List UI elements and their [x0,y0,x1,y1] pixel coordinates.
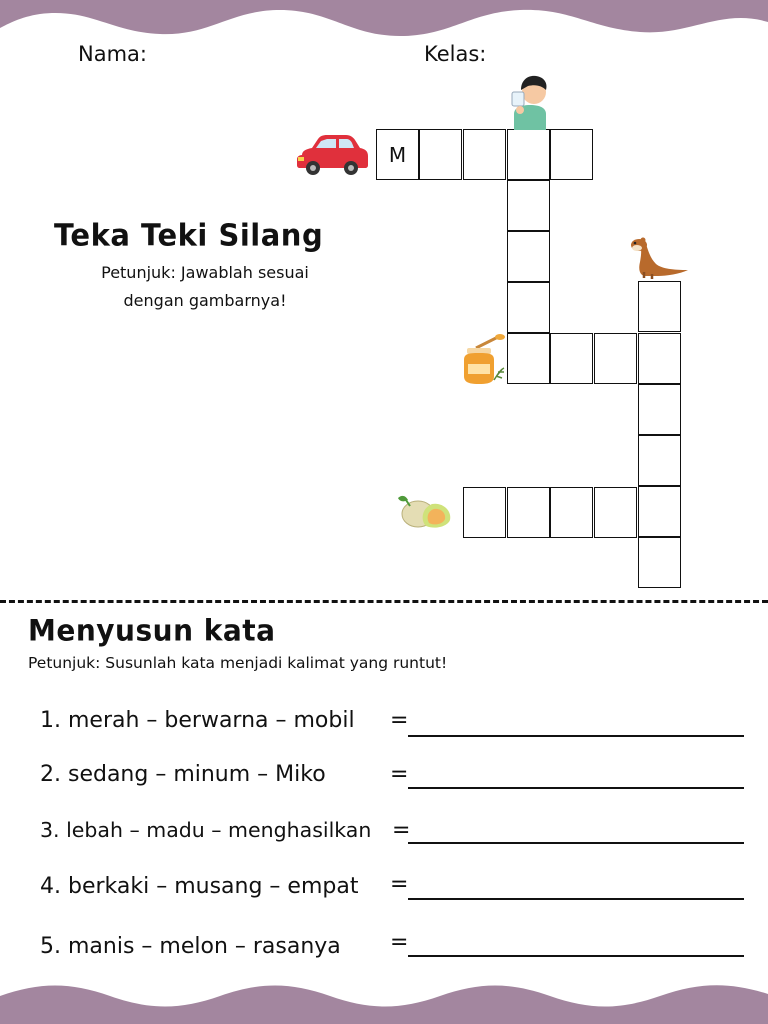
crossword-cell[interactable] [507,282,550,333]
crossword-cell[interactable] [638,281,681,332]
question-text: 3. lebah – madu – menghasilkan [40,818,372,842]
top-wave-decoration [0,0,768,48]
answer-line[interactable] [408,898,744,900]
crossword-hint-line2: dengan gambarnya! [123,291,287,310]
crossword-cell[interactable] [638,435,681,486]
honey-jar-icon [460,334,506,386]
answer-line[interactable] [408,735,744,737]
crossword-cell[interactable] [376,129,419,180]
crossword-cell[interactable] [638,333,681,384]
equals-sign: = [390,762,409,787]
crossword-hint [60,259,350,315]
section-divider [0,600,768,603]
crossword-cell[interactable] [507,487,550,538]
bottom-wave-decoration [0,978,768,1024]
crossword-cell[interactable] [594,487,637,538]
crossword-cell[interactable] [550,129,593,180]
class-label: Kelas: [424,42,487,66]
equals-sign: = [390,872,409,897]
question-text: 4. berkaki – musang – empat [40,874,359,899]
crossword-cell[interactable] [594,333,637,384]
arrange-title: Menyusun kata [28,613,276,648]
equals-sign: = [390,930,409,955]
crossword-cell[interactable] [507,129,550,180]
crossword-cell[interactable] [638,486,681,537]
prefilled-letter: M [388,142,407,167]
crossword-cell[interactable] [507,231,550,282]
answer-line[interactable] [408,787,744,789]
melon-icon [396,492,454,530]
crossword-title: Teka Teki Silang [54,217,324,253]
question-text: 1. merah – berwarna – mobil [40,708,355,733]
question-text: 2. sedang – minum – Miko [40,762,326,787]
crossword-cell[interactable] [507,333,550,384]
weasel-icon [626,236,692,280]
crossword-cell[interactable] [550,487,593,538]
crossword-cell[interactable] [550,333,593,384]
equals-sign: = [390,708,409,733]
crossword-cell[interactable] [463,487,506,538]
arrange-hint: Petunjuk: Susunlah kata menjadi kalimat yang runtut! [28,654,448,672]
crossword-cell[interactable] [638,384,681,435]
answer-line[interactable] [408,955,744,957]
answer-line[interactable] [408,842,744,844]
crossword-cell[interactable] [638,537,681,588]
crossword-cell[interactable] [419,129,462,180]
question-text: 5. manis – melon – rasanya [40,934,341,959]
equals-sign: = [392,818,411,843]
boy-drinking-icon [506,72,554,130]
crossword-cell[interactable] [463,129,506,180]
crossword-hint-line1: Petunjuk: Jawablah sesuai [101,263,309,282]
crossword-cell[interactable] [507,180,550,231]
car-icon [296,133,370,177]
name-label: Nama: [78,42,147,66]
